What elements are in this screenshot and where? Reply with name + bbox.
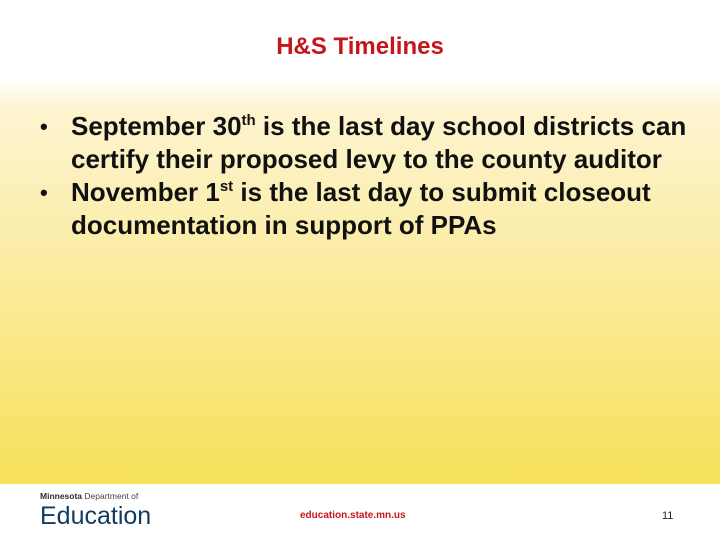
bullet-text-end: is the last day to submit closeout documentation in support of PPAs [71,177,651,240]
slide-title: H&S Timelines [276,33,444,60]
footer-url: education.state.mn.us [300,510,406,521]
education-logo [40,491,160,531]
bullet-marker: • [40,180,48,205]
bullet-list [40,110,690,242]
bullet-superscript: th [241,112,256,129]
bullet-item [40,110,690,176]
logo-wordmark: Education [40,502,152,530]
logo-state-name: Minnesota [40,491,83,501]
bullet-text-end: is the last day school districts can certify their proposed levy to the county auditor [71,111,687,174]
logo-department-line [40,491,138,501]
logo-department-text: Department of [82,491,139,501]
bullet-text-start: November 1 [71,177,220,207]
bullet-superscript: st [219,178,234,195]
bullet-marker: • [40,114,48,139]
bullet-text-start: September 30 [71,111,242,141]
bullet-item [40,176,690,242]
page-number: 11 [662,510,674,522]
